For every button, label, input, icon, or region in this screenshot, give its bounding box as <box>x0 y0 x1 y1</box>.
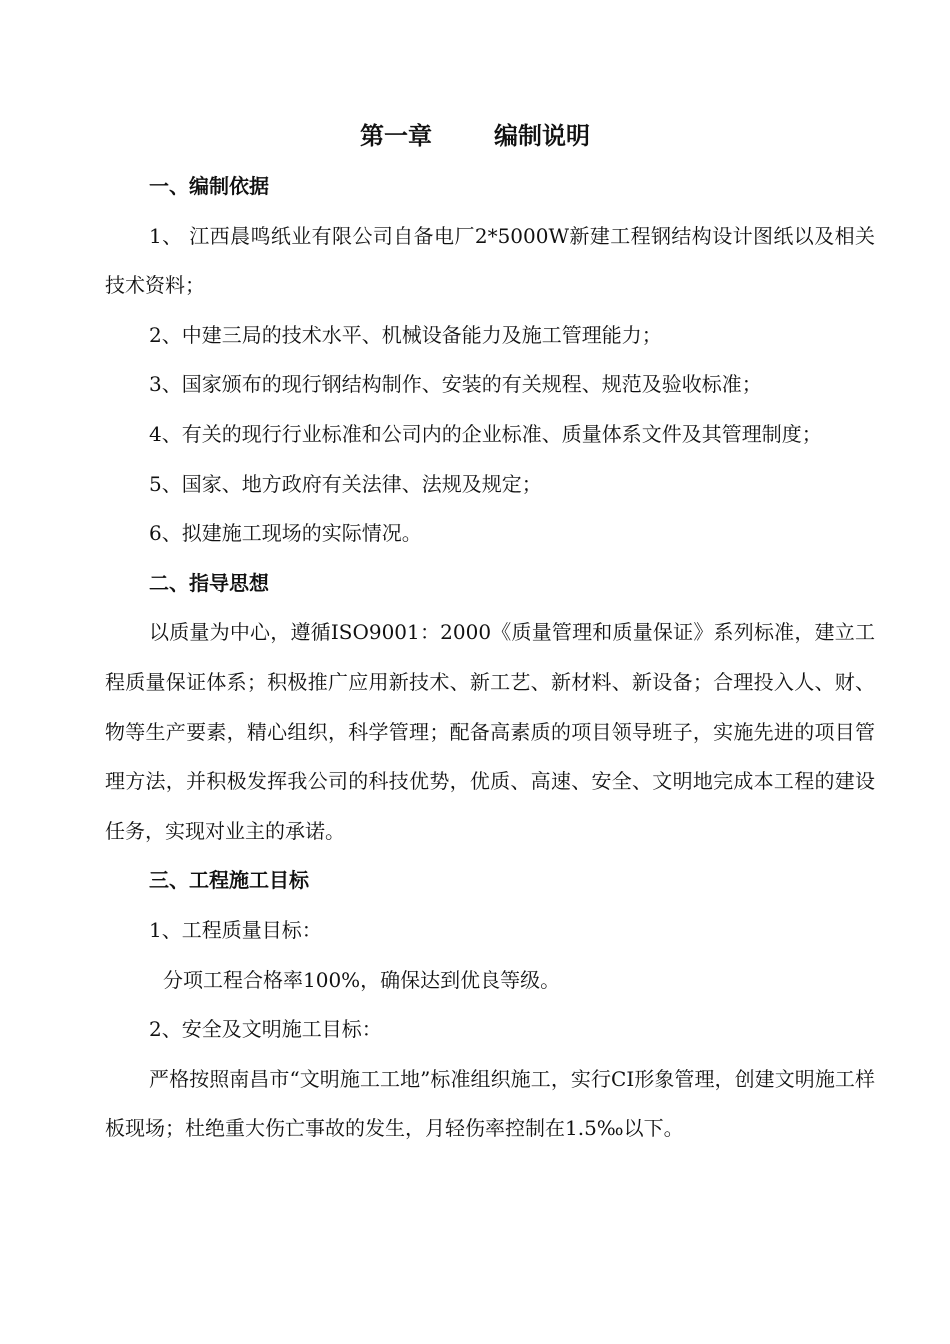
document-body <box>105 162 875 1154</box>
chapter-label: 第一章 <box>360 122 432 150</box>
basis-item-3: 3、国家颁布的现行钢结构制作、安装的有关规程、规范及验收标准； <box>149 372 762 397</box>
safety-goal-label: 2、安全及文明施工目标： <box>149 1017 382 1042</box>
quality-goal-label: 1、工程质量目标： <box>149 917 322 942</box>
basis-item-6: 6、拟建施工现场的实际情况。 <box>149 521 422 546</box>
chapter-title-text: 编制说明 <box>494 122 590 150</box>
guiding-ideology-paragraph: 以质量为中心，遵循ISO9001：2000《质量管理和质量保证》系列标准，建立工程质量保证体系；积极推广应用新技术、新工艺、新材料、新设备；合理投入人、财、物等生产要素，精心组织，科学管理；配备高素质的项目领导班子，实施先进的项目管理方法，并积极发挥我公司的科技优势，优质、高速、安全、文明地完成本工程的建设任务，实现对业主的承诺。 <box>105 620 875 843</box>
basis-item-5: 5、国家、地方政府有关法律、法规及规定； <box>149 471 542 496</box>
section-heading-construction-goals: 三、工程施工目标 <box>149 868 309 893</box>
section-heading-basis: 一、编制依据 <box>149 174 269 198</box>
basis-item-1: 1、 江西晨鸣纸业有限公司自备电厂2*5000W新建工程钢结构设计图纸以及相关技术资料； <box>105 223 875 298</box>
basis-item-4: 4、有关的现行行业标准和公司内的企业标准、质量体系文件及其管理制度； <box>149 421 822 446</box>
basis-item-2: 2、中建三局的技术水平、机械设备能力及施工管理能力； <box>149 322 662 347</box>
section-heading-guiding-ideology: 二、指导思想 <box>149 570 269 595</box>
quality-goal-text: 分项工程合格率100%，确保达到优良等级。 <box>163 967 561 992</box>
safety-goal-text: 严格按照南昌市“文明施工工地”标准组织施工，实行CI形象管理，创建文明施工样板现场；杜绝重大伤亡事故的发生，月轻伤率控制在1.5‰以下。 <box>105 1066 875 1141</box>
chapter-title <box>0 118 950 154</box>
